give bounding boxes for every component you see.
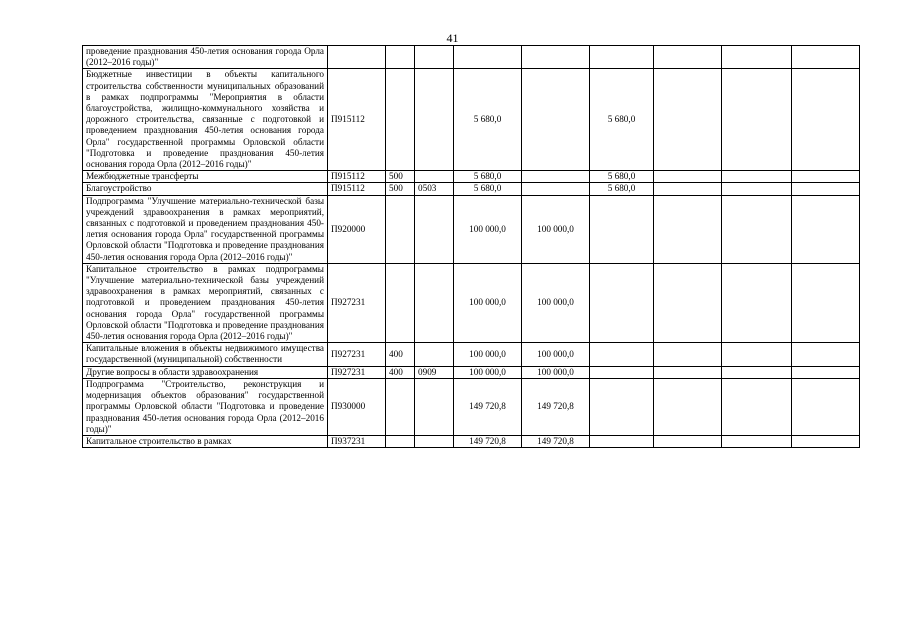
- row-col7: [722, 378, 792, 435]
- row-col6: [654, 378, 722, 435]
- row-col2: [522, 171, 590, 183]
- page-number: 41: [446, 31, 459, 45]
- row-code: П930000: [328, 378, 386, 435]
- row-col2: [522, 183, 590, 195]
- row-col6: [654, 69, 722, 171]
- table-row: [83, 378, 860, 435]
- row-col7: [722, 263, 792, 342]
- row-section: [415, 195, 454, 263]
- row-code: П915112: [328, 171, 386, 183]
- row-col6: [654, 195, 722, 263]
- row-description: Подпрограмма "Улучшение материально-технической базы учреждений здравоохранения в рамках мероприятий, связанных с подготовкой и проведением празднования 450-летия основания города Орла" государственной программы Орловской области "Подготовка и проведение празднования 450-летия основания города Орла (2012–2016 годы)": [83, 195, 328, 263]
- row-kvr: [386, 46, 415, 69]
- row-col6: [654, 366, 722, 378]
- row-kvr: [386, 195, 415, 263]
- row-col6: [654, 263, 722, 342]
- row-col2: 149 720,8: [522, 435, 590, 447]
- row-col3: [590, 435, 654, 447]
- row-col3: 5 680,0: [590, 69, 654, 171]
- row-col3: 5 680,0: [590, 183, 654, 195]
- row-col6: [654, 435, 722, 447]
- row-code: П927231: [328, 366, 386, 378]
- row-total: 5 680,0: [454, 171, 522, 183]
- table-row: [83, 69, 860, 171]
- row-description: Капитальные вложения в объекты недвижимого имущества государственной (муниципальной) собственности: [83, 343, 328, 366]
- table-row: [83, 183, 860, 195]
- row-code: П927231: [328, 263, 386, 342]
- row-kvr: [386, 263, 415, 342]
- row-col3: [590, 343, 654, 366]
- row-description: Подпрограмма "Строительство, реконструкция и модернизация объектов образования" государственной программы Орловской области "Подготовка и проведение празднования 450-летия основания города Орла (2012–2016 годы)": [83, 378, 328, 435]
- row-section: 0909: [415, 366, 454, 378]
- row-section: [415, 69, 454, 171]
- row-section: [415, 46, 454, 69]
- row-total: 100 000,0: [454, 263, 522, 342]
- row-col3: [590, 46, 654, 69]
- row-col8: [792, 343, 860, 366]
- row-col8: [792, 195, 860, 263]
- row-total: 100 000,0: [454, 343, 522, 366]
- row-kvr: [386, 435, 415, 447]
- row-col6: [654, 343, 722, 366]
- row-col8: [792, 171, 860, 183]
- row-section: [415, 435, 454, 447]
- row-col2: 100 000,0: [522, 343, 590, 366]
- row-total: 100 000,0: [454, 366, 522, 378]
- row-col7: [722, 343, 792, 366]
- row-section: [415, 378, 454, 435]
- row-description: Благоустройство: [83, 183, 328, 195]
- row-kvr: 500: [386, 183, 415, 195]
- row-col3: [590, 263, 654, 342]
- row-col2: [522, 46, 590, 69]
- row-code: П915112: [328, 69, 386, 171]
- row-section: 0503: [415, 183, 454, 195]
- row-description: Межбюджетные трансферты: [83, 171, 328, 183]
- table-row: [83, 366, 860, 378]
- row-kvr: 400: [386, 366, 415, 378]
- row-code: П937231: [328, 435, 386, 447]
- row-description: Капитальное строительство в рамках подпрограммы "Улучшение материально-технической базы учреждений здравоохранения в рамках мероприятий, связанных с подготовкой и проведением празднования 450-летия основания города Орла" государственной программы Орловской области "Подготовка и проведение празднования 450-летия основания города Орла (2012–2016 годы)": [83, 263, 328, 342]
- table-row: [83, 435, 860, 447]
- row-kvr: [386, 378, 415, 435]
- row-col8: [792, 435, 860, 447]
- table-row: [83, 343, 860, 366]
- row-col8: [792, 69, 860, 171]
- row-total: 5 680,0: [454, 183, 522, 195]
- row-col2: 100 000,0: [522, 366, 590, 378]
- table-row: [83, 171, 860, 183]
- row-total: 149 720,8: [454, 435, 522, 447]
- row-col7: [722, 366, 792, 378]
- row-total: 100 000,0: [454, 195, 522, 263]
- row-description: проведение празднования 450-летия основания города Орла (2012–2016 годы)": [83, 46, 328, 69]
- row-code: П915112: [328, 183, 386, 195]
- row-col7: [722, 183, 792, 195]
- row-col7: [722, 46, 792, 69]
- table-row: [83, 195, 860, 263]
- row-col8: [792, 46, 860, 69]
- row-total: 149 720,8: [454, 378, 522, 435]
- row-col7: [722, 435, 792, 447]
- row-code: П920000: [328, 195, 386, 263]
- row-kvr: 500: [386, 171, 415, 183]
- row-code: П927231: [328, 343, 386, 366]
- row-col3: 5 680,0: [590, 171, 654, 183]
- row-col3: [590, 366, 654, 378]
- row-col2: 100 000,0: [522, 263, 590, 342]
- row-col8: [792, 366, 860, 378]
- row-col2: 100 000,0: [522, 195, 590, 263]
- row-section: [415, 343, 454, 366]
- row-section: [415, 171, 454, 183]
- row-col7: [722, 195, 792, 263]
- row-section: [415, 263, 454, 342]
- row-col6: [654, 46, 722, 69]
- row-col6: [654, 183, 722, 195]
- budget-table: [82, 45, 860, 448]
- row-col8: [792, 378, 860, 435]
- row-description: Бюджетные инвестиции в объекты капитального строительства собственности муниципальных образований в рамках подпрограммы "Мероприятия в области благоустройства, жилищно-коммунального хозяйства и дорожного строительства, связанные с подготовкой и проведением празднования 450-летия основания города Орла" государственной программы Орловской области "Подготовка и проведение празднования 450-летия основания города Орла (2012–2016 годы)": [83, 69, 328, 171]
- row-col8: [792, 263, 860, 342]
- row-col7: [722, 171, 792, 183]
- table-row: [83, 263, 860, 342]
- row-col2: 149 720,8: [522, 378, 590, 435]
- row-code: [328, 46, 386, 69]
- row-col3: [590, 378, 654, 435]
- row-total: [454, 46, 522, 69]
- row-description: Другие вопросы в области здравоохранения: [83, 366, 328, 378]
- row-kvr: [386, 69, 415, 171]
- row-description: Капитальное строительство в рамках: [83, 435, 328, 447]
- row-col6: [654, 171, 722, 183]
- row-col3: [590, 195, 654, 263]
- row-col2: [522, 69, 590, 171]
- row-col8: [792, 183, 860, 195]
- row-total: 5 680,0: [454, 69, 522, 171]
- table-row: [83, 46, 860, 69]
- row-col7: [722, 69, 792, 171]
- row-kvr: 400: [386, 343, 415, 366]
